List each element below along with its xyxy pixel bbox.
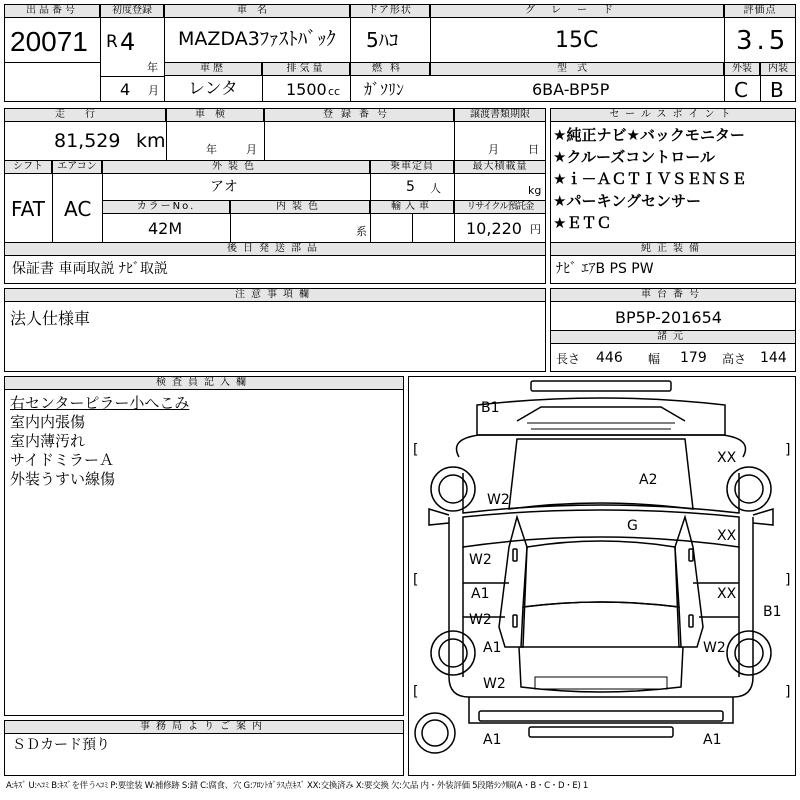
length-label: 長さ — [556, 352, 581, 366]
ext-color-label: 外装色 — [102, 160, 370, 174]
inspector-notes — [10, 396, 189, 491]
era: R — [106, 32, 118, 52]
damage-mark: A1 — [471, 586, 490, 602]
ac-label: エアコン — [52, 160, 102, 174]
later-parts: 保証書 車両取説 ﾅﾋﾞ取説 — [12, 261, 168, 277]
damage-mark: A1 — [483, 640, 502, 656]
recycle-unit: 円 — [530, 223, 541, 236]
damage-mark: B1 — [763, 604, 782, 620]
transfer-label: 譲渡書類期限 — [454, 108, 546, 122]
int-color-label: 内装色 — [230, 200, 370, 214]
height-label: 高さ — [722, 352, 747, 366]
damage-mark: B1 — [481, 400, 500, 416]
damage-mark: A1 — [703, 732, 722, 748]
int-color-unit: 系 — [356, 225, 367, 238]
damage-mark: W2 — [469, 552, 492, 568]
interior-grade: B — [770, 78, 784, 102]
lot-label: 出品番号 — [4, 4, 100, 18]
interior-label: 内装 — [760, 62, 796, 76]
bracket: ] — [785, 684, 791, 700]
damage-mark: XX — [717, 528, 737, 544]
bracket: [ — [413, 442, 419, 458]
factory-equipment-title: 純正装備 — [550, 242, 796, 256]
exterior-grade: C — [734, 78, 748, 102]
recycle-label: リサイクル預託金 — [454, 200, 546, 214]
damage-mark: XX — [717, 586, 737, 602]
damage-mark: W2 — [487, 492, 510, 508]
sales-points-title: セールスポイント — [550, 108, 796, 122]
sales-point-item: ★クルーズコントロール — [553, 148, 715, 166]
notes-text: 法人仕様車 — [10, 309, 91, 328]
history-label: 車歴 — [164, 62, 262, 76]
damage-mark: XX — [717, 450, 737, 466]
color-no-label: カラーNo. — [102, 200, 230, 214]
reg-year: 4 — [120, 28, 136, 56]
inspector-line: 室内薄汚れ — [10, 432, 86, 450]
car-name-label: 車名 — [164, 4, 350, 18]
bracket: [ — [413, 684, 419, 700]
inspector-line: 外装うすい線傷 — [10, 470, 116, 488]
reg-month: 4 — [120, 80, 131, 99]
car-history: レンタ — [188, 79, 238, 99]
year-unit: 年 — [147, 61, 158, 74]
damage-mark: G — [627, 518, 638, 534]
load-unit: kg — [528, 184, 542, 197]
import-label: 輸入車 — [370, 200, 454, 214]
inspector-line: 右センターピラー小へこみ — [10, 394, 190, 412]
door-type: 5ﾊｺ — [366, 28, 399, 52]
damage-mark: W2 — [703, 640, 726, 656]
length: 446 — [596, 350, 623, 366]
fuel-label: 燃料 — [350, 62, 430, 76]
model-label: 型式 — [430, 62, 724, 76]
damage-mark: W2 — [483, 676, 506, 692]
inspector-line: 室内内張傷 — [10, 413, 86, 431]
fuel: ｶﾞｿﾘﾝ — [364, 80, 405, 99]
transfer-month-unit: 月 — [488, 143, 499, 156]
car-diagram — [408, 376, 796, 776]
displacement-unit: cc — [328, 85, 341, 98]
width-label: 幅 — [648, 352, 661, 366]
score-label: 評価点 — [724, 4, 796, 18]
dims-title: 諸元 — [550, 330, 796, 344]
damage-mark: A1 — [483, 732, 502, 748]
chassis-title: 車台番号 — [550, 288, 796, 302]
grade: 15C — [555, 28, 599, 53]
car-name: MAZDA3ﾌｧｽﾄﾊﾞｯｸ — [178, 28, 336, 50]
capacity: 5 — [406, 179, 415, 195]
lot-number: 20071 — [10, 26, 88, 57]
max-load-label: 最大積載量 — [454, 160, 546, 174]
ext-color: アオ — [210, 179, 238, 195]
sales-point-item: ★純正ナビ★バックモニター — [553, 126, 745, 144]
color-no: 42M — [148, 219, 183, 238]
width: 179 — [680, 350, 707, 366]
insp-year-unit: 年 — [206, 143, 217, 156]
inspector-title: 検査員記入欄 — [4, 376, 404, 390]
reg-no-label: 登録番号 — [264, 108, 454, 122]
height: 144 — [760, 350, 787, 366]
inspector-line: サイドミラーＡ — [10, 451, 114, 469]
exterior-label: 外装 — [724, 62, 760, 76]
sales-point-item: ★ＥＴＣ — [553, 214, 612, 232]
transfer-day-unit: 日 — [528, 143, 539, 156]
office-text: ＳＤカード預り — [12, 737, 110, 753]
car-outline-svg — [409, 377, 797, 777]
damage-mark: W2 — [469, 612, 492, 628]
first-reg-label: 初度登録 — [100, 4, 164, 18]
model-code: 6BA-BP5P — [532, 80, 610, 99]
chassis-number: BP5P-201654 — [615, 308, 722, 327]
legend: A:ｷｽﾞ U:ﾍｺﾐ B:ｷｽﾞを伴うﾍｺﾐ P:要塗装 W:補修跡 S:錆 C:腐食、穴 G:ﾌﾛﾝﾄｶﾞﾗｽ点ｷｽﾞ XX:交換済み X:要交換 欠:欠品 内・外装評価 5段階ﾗﾝｸ順(A・B・C・D・E) 1 — [6, 781, 589, 791]
recycle-fee: 10,220 — [466, 219, 522, 238]
displacement: 1500 — [286, 80, 327, 99]
later-parts-label: 後日発送部品 — [4, 242, 546, 256]
sales-point-item: ★ｉ－ＡＣＴＩＶＳＥＮＳＥ — [553, 170, 747, 188]
shift: FAT — [11, 197, 46, 221]
mileage-unit: km — [136, 130, 166, 152]
capacity-label: 乗車定員 — [370, 160, 454, 174]
bracket: [ — [413, 572, 419, 588]
insp-month-unit: 月 — [246, 143, 257, 156]
ac: AC — [64, 197, 92, 221]
mileage: 81,529 — [54, 130, 121, 152]
factory-equipment: ﾅﾋﾞ ｴｱB PS PW — [556, 261, 654, 277]
capacity-unit: 人 — [430, 182, 441, 195]
bracket: ] — [785, 442, 791, 458]
door-label: ドア形状 — [350, 4, 430, 18]
inspection-label: 車検 — [166, 108, 264, 122]
displacement-label: 排気量 — [262, 62, 350, 76]
grade-label: グレード — [430, 4, 724, 18]
month-unit: 月 — [148, 84, 159, 97]
score: 3.5 — [736, 26, 790, 56]
office-title: 事務局よりご案内 — [4, 720, 404, 734]
shift-label: シフト — [4, 160, 52, 174]
bracket: ] — [785, 572, 791, 588]
sales-points-list — [553, 128, 793, 238]
notes-title: 注意事項欄 — [4, 288, 546, 302]
damage-mark: A2 — [639, 472, 658, 488]
sales-point-item: ★パーキングセンサー — [553, 192, 701, 210]
mileage-label: 走行 — [4, 108, 166, 122]
